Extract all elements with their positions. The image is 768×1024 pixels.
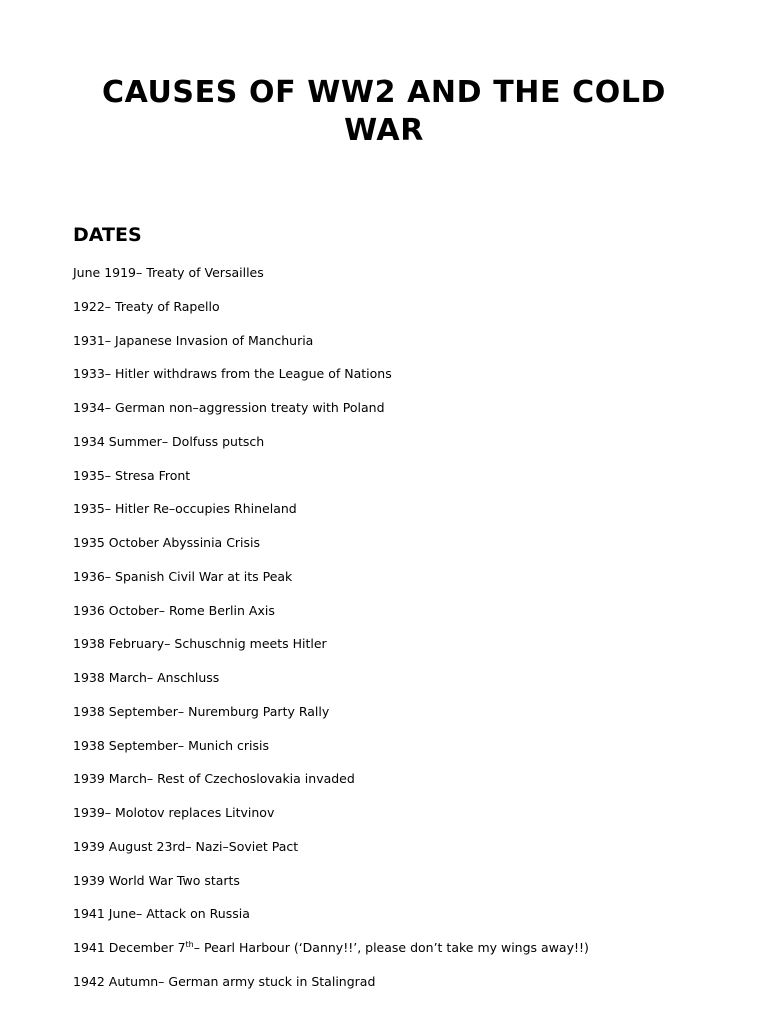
date-entry-text: 1939 March– Rest of Czechoslovakia invaded: [73, 771, 355, 787]
date-entry: [73, 768, 733, 802]
date-entry-text: 1939– Molotov replaces Litvinov: [73, 805, 275, 820]
dates-list: [73, 262, 733, 1005]
date-entry: [73, 903, 733, 937]
date-entry: [73, 971, 733, 1005]
date-entry: [73, 600, 733, 634]
date-entry: [73, 802, 733, 836]
date-entry-text: 1938 March– Anschluss: [73, 670, 220, 685]
date-entry: [73, 296, 733, 330]
date-entry: [73, 363, 733, 397]
date-entry-text: 1936 October– Rome Berlin Axis: [73, 602, 275, 618]
date-entry-text: 1933– Hitler withdraws from the League of Nations: [73, 366, 392, 382]
date-entry: [73, 701, 733, 735]
ordinal-suffix: th: [185, 939, 194, 949]
date-entry-text: 1939 August 23rd– Nazi–Soviet Pact: [73, 838, 299, 854]
date-entry-text: 1934– German non–aggression treaty with Poland: [73, 400, 385, 415]
date-entry: [73, 465, 733, 499]
date-entry-text: 1936– Spanish Civil War at its Peak: [73, 568, 293, 584]
date-entry: [73, 735, 733, 769]
date-entry-text: 1931– Japanese Invasion of Manchuria: [73, 332, 314, 348]
date-entry-text-continued: – Pearl Harbour (‘Danny!!’, please don’t take my wings away!!): [193, 940, 589, 955]
date-entry-text: 1939 World War Two starts: [73, 872, 240, 888]
date-entry: [73, 667, 733, 701]
date-entry: [73, 262, 733, 296]
date-entry: [73, 431, 733, 465]
date-entry: [73, 937, 733, 971]
date-entry: [73, 566, 733, 600]
date-entry-text: 1935– Hitler Re–occupies Rhineland: [73, 501, 297, 517]
date-entry-text: 1935 October Abyssinia Crisis: [73, 535, 261, 550]
date-entry-text: 1935– Stresa Front: [73, 467, 191, 483]
date-entry-text: 1938 February– Schuschnig meets Hitler: [73, 636, 327, 652]
date-entry-text: June 1919– Treaty of Versailles: [73, 265, 264, 280]
date-entry: [73, 836, 733, 870]
date-entry-text: 1938 September– Nuremburg Party Rally: [73, 703, 330, 719]
date-entry: [73, 870, 733, 904]
date-entry-text: 1934 Summer– Dolfuss putsch: [73, 433, 265, 449]
date-entry: [73, 498, 733, 532]
date-entry-text: 1938 September– Munich crisis: [73, 737, 269, 753]
date-entry-text: 1942 Autumn– German army stuck in Stalingrad: [73, 973, 376, 989]
date-entry: [73, 397, 733, 431]
date-entry: [73, 532, 733, 566]
section-heading-dates: DATES: [73, 224, 142, 246]
document-title: CAUSES OF WW2 AND THE COLD WAR: [101, 75, 667, 148]
date-entry-text: 1941 December 7: [73, 940, 186, 955]
date-entry-text: 1922– Treaty of Rapello: [73, 298, 220, 314]
date-entry: [73, 330, 733, 364]
date-entry-text: 1941 June– Attack on Russia: [73, 906, 250, 922]
date-entry: [73, 633, 733, 667]
